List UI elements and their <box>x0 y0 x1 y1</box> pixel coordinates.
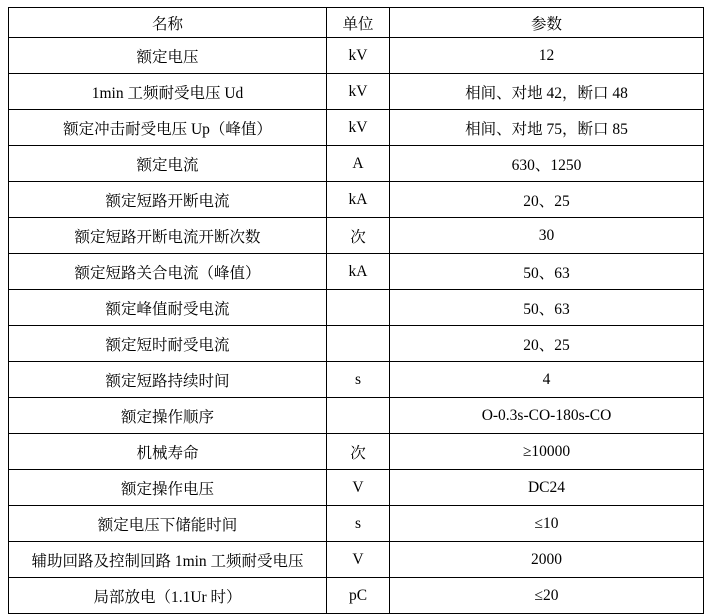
spec-unit-cell: A <box>327 146 390 182</box>
spec-name-cell: 额定操作顺序 <box>9 398 327 434</box>
spec-value-cell: 4 <box>390 362 704 398</box>
spec-table-header <box>9 8 704 38</box>
spec-name-cell: 额定操作电压 <box>9 470 327 506</box>
table-row <box>9 362 704 398</box>
spec-name-cell: 额定短路关合电流（峰值） <box>9 254 327 290</box>
spec-value-cell: 相间、对地 75，断口 85 <box>390 110 704 146</box>
spec-value-cell: DC24 <box>390 470 704 506</box>
table-row <box>9 182 704 218</box>
header-value: 参数 <box>390 8 704 38</box>
table-row <box>9 578 704 614</box>
spec-unit-cell: kV <box>327 38 390 74</box>
spec-value-cell: ≥10000 <box>390 434 704 470</box>
table-row <box>9 254 704 290</box>
table-row <box>9 542 704 578</box>
spec-value-cell: 12 <box>390 38 704 74</box>
spec-value-cell: 20、25 <box>390 326 704 362</box>
spec-value-cell: 50、63 <box>390 254 704 290</box>
table-row <box>9 218 704 254</box>
table-row <box>9 470 704 506</box>
spec-value-cell: 20、25 <box>390 182 704 218</box>
spec-unit-cell: kV <box>327 110 390 146</box>
spec-value-cell: ≤10 <box>390 506 704 542</box>
spec-value-cell: 30 <box>390 218 704 254</box>
spec-unit-cell: 次 <box>327 434 390 470</box>
spec-name-cell: 额定短时耐受电流 <box>9 326 327 362</box>
spec-name-cell: 额定电压下储能时间 <box>9 506 327 542</box>
spec-unit-cell: V <box>327 542 390 578</box>
spec-unit-cell: kV <box>327 74 390 110</box>
table-row <box>9 434 704 470</box>
spec-table <box>8 7 704 614</box>
spec-unit-cell: s <box>327 506 390 542</box>
spec-name-cell: 局部放电（1.1Ur 时） <box>9 578 327 614</box>
spec-name-cell: 机械寿命 <box>9 434 327 470</box>
spec-name-cell: 额定峰值耐受电流 <box>9 290 327 326</box>
spec-name-cell: 额定短路持续时间 <box>9 362 327 398</box>
spec-value-cell: 630、1250 <box>390 146 704 182</box>
table-row <box>9 290 704 326</box>
spec-value-cell: 50、63 <box>390 290 704 326</box>
spec-name-cell: 额定冲击耐受电压 Up（峰值） <box>9 110 327 146</box>
spec-unit-cell <box>327 290 390 326</box>
spec-unit-cell: s <box>327 362 390 398</box>
table-row <box>9 74 704 110</box>
spec-unit-cell <box>327 398 390 434</box>
header-row <box>9 8 704 38</box>
spec-value-cell: 相间、对地 42，断口 48 <box>390 74 704 110</box>
table-row <box>9 146 704 182</box>
spec-unit-cell: V <box>327 470 390 506</box>
spec-unit-cell: 次 <box>327 218 390 254</box>
spec-name-cell: 额定短路开断电流 <box>9 182 327 218</box>
spec-table-body <box>9 38 704 614</box>
header-unit: 单位 <box>327 8 390 38</box>
table-row <box>9 506 704 542</box>
spec-value-cell: ≤20 <box>390 578 704 614</box>
spec-name-cell: 额定短路开断电流开断次数 <box>9 218 327 254</box>
spec-name-cell: 额定电压 <box>9 38 327 74</box>
spec-unit-cell <box>327 326 390 362</box>
spec-value-cell: 2000 <box>390 542 704 578</box>
spec-name-cell: 额定电流 <box>9 146 327 182</box>
spec-value-cell: O-0.3s-CO-180s-CO <box>390 398 704 434</box>
spec-name-cell: 辅助回路及控制回路 1min 工频耐受电压 <box>9 542 327 578</box>
table-row <box>9 110 704 146</box>
spec-unit-cell: kA <box>327 182 390 218</box>
spec-unit-cell: kA <box>327 254 390 290</box>
table-row <box>9 38 704 74</box>
table-row <box>9 398 704 434</box>
spec-unit-cell: pC <box>327 578 390 614</box>
header-name: 名称 <box>9 8 327 38</box>
spec-name-cell: 1min 工频耐受电压 Ud <box>9 74 327 110</box>
table-row <box>9 326 704 362</box>
